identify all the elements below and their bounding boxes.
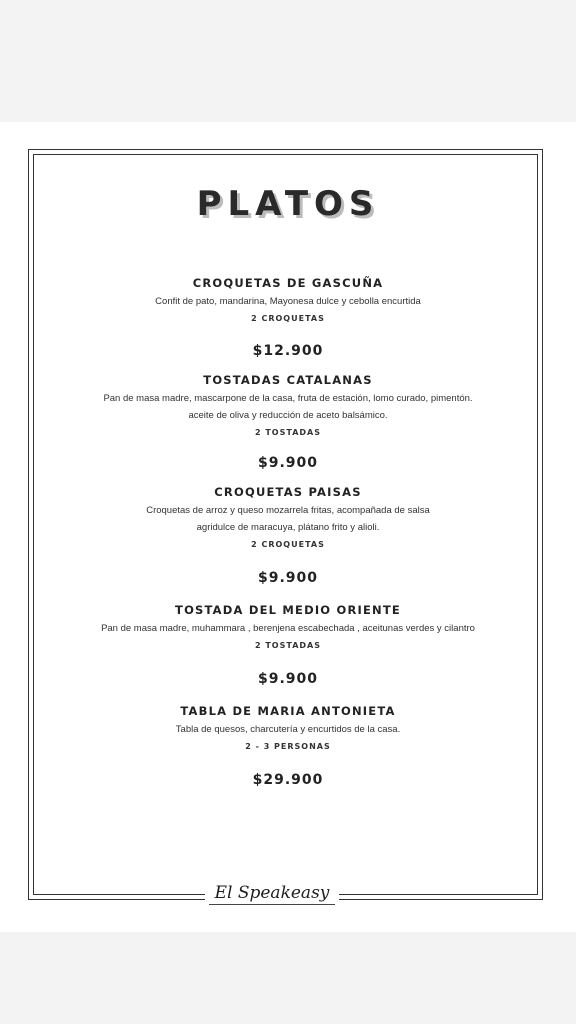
dish-name: CROQUETAS PAISAS bbox=[214, 485, 362, 499]
dish-quantity: 2 TOSTADAS bbox=[255, 641, 321, 650]
dish-price: $29.900 bbox=[252, 772, 324, 788]
dish-price: $9.900 bbox=[257, 455, 319, 471]
dish-price: $9.900 bbox=[257, 570, 319, 586]
dish-description: Tabla de quesos, charcutería y encurtidos de la casa. bbox=[175, 724, 401, 735]
dish-item bbox=[0, 704, 576, 754]
dish-name: TOSTADAS CATALANAS bbox=[203, 373, 373, 387]
dish-name: CROQUETAS DE GASCUÑA bbox=[192, 276, 384, 290]
menu-title: PLATOS bbox=[196, 184, 380, 224]
restaurant-logo bbox=[205, 869, 339, 919]
dish-price: $12.900 bbox=[252, 343, 324, 359]
dish-description: Croquetas de arroz y queso mozarrela fritas, acompañada de salsa bbox=[146, 505, 430, 516]
dish-description: Pan de masa madre, muhammara , berenjena escabechada , aceitunas verdes y cilantro bbox=[101, 623, 475, 634]
dish-description: Pan de masa madre, mascarpone de la casa, fruta de estación, lomo curado, pimentón. bbox=[103, 393, 473, 404]
logo-text: El Speakeasy bbox=[209, 883, 336, 905]
dish-quantity: 2 CROQUETAS bbox=[251, 540, 325, 549]
dish-name: TABLA DE MARIA ANTONIETA bbox=[180, 704, 396, 718]
dish-description: Confit de pato, mandarina, Mayonesa dulce y cebolla encurtida bbox=[155, 296, 421, 307]
dish-item bbox=[0, 276, 576, 326]
dish-price: $9.900 bbox=[257, 671, 319, 687]
dish-description-line-2: agridulce de maracuya, plátano frito y alioli. bbox=[196, 522, 380, 533]
dish-item bbox=[0, 485, 576, 552]
dish-description-line-2: aceite de oliva y reducción de aceto balsámico. bbox=[188, 410, 388, 421]
dish-item bbox=[0, 603, 576, 653]
dish-quantity: 2 CROQUETAS bbox=[251, 314, 325, 323]
dish-quantity: 2 TOSTADAS bbox=[255, 428, 321, 437]
dish-quantity: 2 - 3 PERSONAS bbox=[245, 742, 331, 751]
dish-item bbox=[0, 373, 576, 440]
menu-page bbox=[0, 122, 576, 932]
dish-name: TOSTADA DEL MEDIO ORIENTE bbox=[175, 603, 401, 617]
